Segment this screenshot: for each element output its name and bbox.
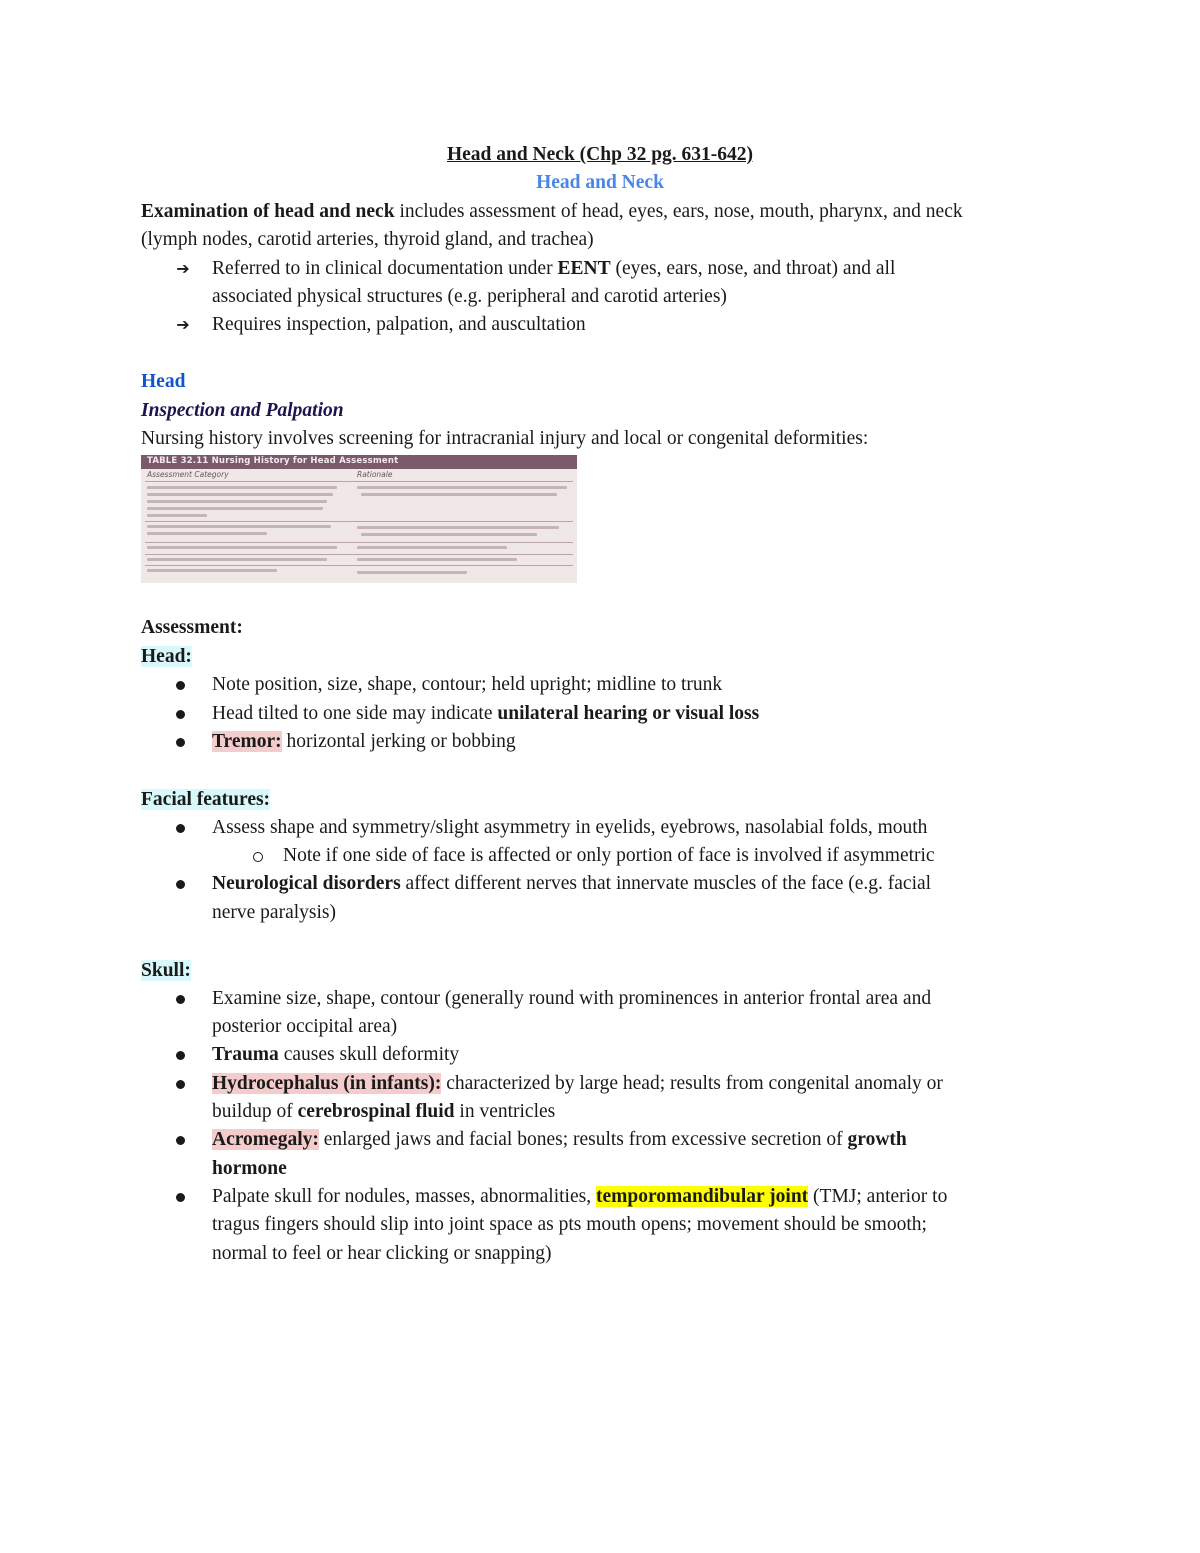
bullet-icon	[170, 1041, 190, 1069]
skull-item-5-line3: normal to feel or hear clicking or snapping)	[212, 1243, 552, 1264]
nursing-history-text: Nursing history involves screening for intracranial injury and local or congenital deformities:	[141, 428, 869, 449]
intro-line2: (lymph nodes, carotid arteries, thyroid gland, and trachea)	[141, 229, 594, 250]
bullet-icon	[170, 1183, 190, 1211]
arrow-icon: ➔	[176, 259, 190, 278]
acromegaly-term: Acromegaly:	[212, 1129, 319, 1150]
bullet-icon	[170, 700, 190, 728]
head-item-2-text: Head tilted to one side may indicate	[212, 703, 498, 724]
skull-label	[141, 957, 191, 985]
bullet-icon	[170, 1070, 190, 1098]
skull-label-text: Skull:	[141, 960, 191, 981]
head-item-1: Note position, size, shape, contour; held upright; midline to trunk	[212, 674, 723, 695]
skull-item-3	[212, 1070, 943, 1098]
skull-item-3-line2-post: in ventricles	[454, 1101, 556, 1122]
head-item-2-bold: unilateral hearing or visual loss	[497, 703, 760, 724]
table-title: TABLE 32.11 Nursing History for Head Assessment	[147, 456, 399, 466]
skull-item-3-line2-pre: buildup of	[212, 1101, 298, 1122]
intro-line1: includes assessment of head, eyes, ears, nose, mouth, pharynx, and neck	[394, 201, 963, 222]
trauma-term: Trauma	[212, 1044, 279, 1065]
skull-item-5-pre: Palpate skull for nodules, masses, abnormalities,	[212, 1186, 596, 1207]
skull-item-5-line2: tragus fingers should slip into joint space as pts mouth opens; movement should be smooth;	[212, 1214, 927, 1235]
facial-item-3-text: affect different nerves that innervate muscles of the face (e.g. facial	[400, 873, 932, 894]
head-label-text: Head:	[141, 646, 192, 667]
skull-item-4	[212, 1126, 907, 1154]
head-item-3	[212, 728, 516, 756]
facial-item-3-line2: nerve paralysis)	[212, 902, 336, 923]
skull-item-1: Examine size, shape, contour (generally round with prominences in anterior frontal area and	[212, 988, 932, 1009]
intro-arrow2: Requires inspection, palpation, and auscultation	[212, 314, 586, 335]
bullet-icon	[170, 814, 190, 842]
bullet-icon	[170, 1126, 190, 1154]
skull-item-2	[212, 1041, 459, 1069]
csf-term: cerebrospinal fluid	[297, 1101, 455, 1122]
subheading-inspection: Inspection and Palpation	[141, 400, 344, 421]
hormone-term: hormone	[212, 1158, 287, 1179]
hydrocephalus-term: Hydrocephalus (in infants):	[212, 1073, 442, 1094]
facial-label-text: Facial features:	[141, 789, 271, 810]
skull-item-1-line2: posterior occipital area)	[212, 1016, 398, 1037]
table-col-header-rationale: Rationale	[357, 470, 393, 479]
bullet-icon	[170, 870, 190, 898]
tremor-term: Tremor:	[212, 731, 282, 752]
table-title-bar	[141, 455, 577, 469]
table-col-header-category: Assessment Category	[147, 470, 229, 479]
skull-item-3-text: characterized by large head; results from congenital anomaly or	[441, 1073, 943, 1094]
bullet-icon	[170, 728, 190, 756]
neuro-disorders-term: Neurological disorders	[212, 873, 401, 894]
bullet-icon	[170, 985, 190, 1013]
table-rule	[145, 481, 573, 482]
skull-item-5-post: (TMJ; anterior to	[808, 1186, 948, 1207]
head-item-3-text: horizontal jerking or bobbing	[281, 731, 516, 752]
skull-item-2-text: causes skull deformity	[278, 1044, 460, 1065]
tmj-term: temporomandibular joint	[595, 1186, 809, 1207]
circle-bullet-icon	[248, 842, 268, 870]
head-item-2	[212, 700, 759, 728]
intro-paragraph	[141, 198, 963, 226]
page-subtitle: Head and Neck	[536, 172, 664, 193]
page-title: Head and Neck (Chp 32 pg. 631-642)	[446, 144, 754, 165]
intro-arrow1	[212, 255, 895, 283]
facial-label	[141, 786, 270, 814]
bullet-icon	[170, 671, 190, 699]
arrow-icon: ➔	[176, 315, 190, 334]
intro-arrow1-a: Referred to in clinical documentation under	[212, 258, 558, 279]
facial-subitem: Note if one side of face is affected or only portion of face is involved if asymmetric	[283, 845, 935, 866]
intro-arrow1-line2: associated physical structures (e.g. peripheral and carotid arteries)	[212, 286, 727, 307]
eent-term: EENT	[557, 258, 611, 279]
facial-item-3	[212, 870, 931, 898]
head-label	[141, 643, 192, 671]
skull-item-3-line2	[212, 1098, 555, 1126]
nursing-history-table-image	[141, 455, 577, 583]
skull-item-4-text: enlarged jaws and facial bones; results from excessive secretion of	[318, 1129, 848, 1150]
intro-lead: Examination of head and neck	[141, 201, 395, 222]
growth-term: growth	[847, 1129, 907, 1150]
intro-arrow1-b: (eyes, ears, nose, and throat) and all	[610, 258, 896, 279]
skull-item-5	[212, 1183, 947, 1211]
facial-item-1: Assess shape and symmetry/slight asymmetry in eyelids, eyebrows, nasolabial folds, mouth	[212, 817, 928, 838]
assessment-label: Assessment:	[141, 617, 243, 638]
section-heading-head: Head	[141, 371, 186, 392]
